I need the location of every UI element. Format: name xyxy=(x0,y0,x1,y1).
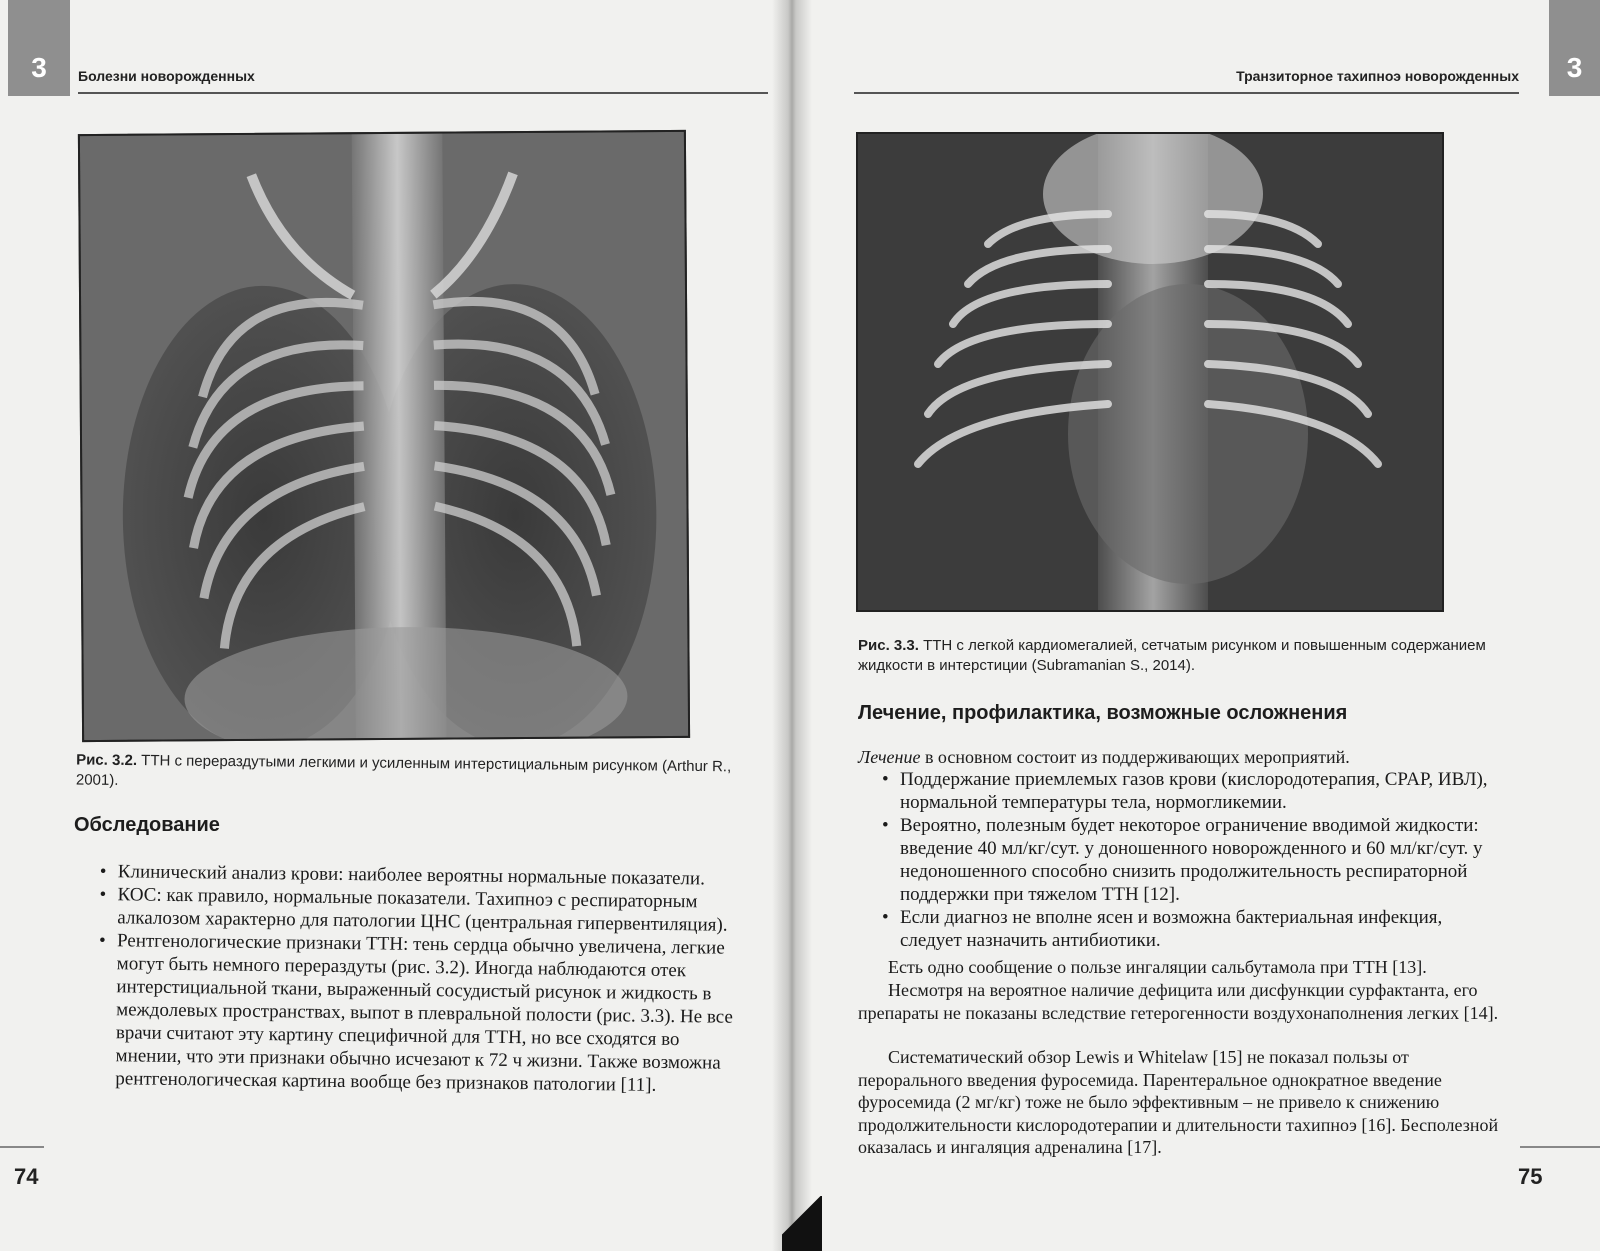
page-number-rule xyxy=(0,1146,44,1148)
list-item: • Вероятно, полезным будет некоторое ограничение вводимой жидкости: введение 40 мл/кг/сут. у доношенного новорожденного и 60 мл/кг/сут. у недоношенного способно снизить продолжительность респираторной поддержки при тяжелом ТТН [12]. xyxy=(880,814,1504,906)
figure-caption-text: ТТН с перераздутыми легкими и усиленным интерстициальным рисунком (Arthur R., 2001). xyxy=(75,752,732,789)
list-item: • Если диагноз не вполне ясен и возможна бактериальная инфекция, следует назначить антибиотики. xyxy=(880,906,1504,952)
bullet-list xyxy=(880,768,1504,952)
section-title: Лечение, профилактика, возможные осложнения xyxy=(858,702,1348,724)
chapter-tab: 3 xyxy=(8,0,70,96)
chest-xray-figure-3-3 xyxy=(856,132,1444,612)
intro-italic: Лечение xyxy=(858,747,921,767)
chest-xray-figure-3-2 xyxy=(78,130,690,742)
body-paragraph: Систематический обзор Lewis и Whitelaw [15] не показал пользы от перорального введения фуросемида. Парентеральное однократное введение фуросемида (2 мг/кг) тоже не было эффективным – не привело к снижению продолжительности кислородотерапии и длительности тахипноэ [16]. Бесполезной оказалась и ингаляция адреналина [17]. xyxy=(858,1047,1499,1157)
running-head: Транзиторное тахипноэ новорожденных xyxy=(854,68,1519,94)
section-title: Обследование xyxy=(74,814,220,836)
intro-text: в основном состоит из поддерживающих мероприятий. xyxy=(920,747,1350,767)
xray-image xyxy=(80,132,688,740)
right-page xyxy=(792,0,1600,1251)
running-head: Болезни новорожденных xyxy=(78,68,768,94)
page-number: 75 xyxy=(1518,1164,1543,1189)
figure-label: Рис. 3.3. xyxy=(858,637,919,654)
chapter-tab: 3 xyxy=(1549,0,1600,96)
figure-caption xyxy=(858,636,1508,676)
page-number: 74 xyxy=(14,1164,39,1189)
bullet-list xyxy=(95,860,746,1098)
figure-caption xyxy=(76,750,754,797)
list-item: • Клинический анализ крови: наиболее вероятны нормальные показатели. xyxy=(98,860,746,891)
page-corner-shadow xyxy=(782,1196,822,1251)
left-page xyxy=(0,0,792,1251)
list-item: • КОС: как правило, нормальные показатели. Тахипноэ с респираторным алкалозом характерно для патологии ЦНС (центральная гипервентиляция). xyxy=(97,883,746,937)
book-gutter xyxy=(772,0,812,1251)
xray-image xyxy=(858,134,1442,610)
figure-caption-text: ТТН с легкой кардиомегалией, сетчатым рисунком и повышенным содержанием жидкости в интерстиции (Subramanian S., 2014). xyxy=(858,637,1486,674)
list-item: • Рентгенологические признаки ТТН: тень сердца обычно увеличена, легкие могут быть немного перераздуты (рис. 3.2). Иногда наблюдаются отек интерстициальной ткани, выраженный сосудистый рисунок и жидкость в междолевых пространствах, выпот в плевральной полости (рис. 3.3). Не все врачи считают эту картину специфичной для ТТН, но все сходятся во мнении, что эти признаки обычно исчезают к 72 ч жизни. Также возможна рентгенологическая картина вообще без признаков патологии [11]. xyxy=(95,929,745,1098)
figure-label: Рис. 3.2. xyxy=(76,751,138,770)
body-paragraph: Есть одно сообщение о пользе ингаляции сальбутамола при ТТН [13]. xyxy=(888,957,1427,977)
body-paragraph: Несмотря на вероятное наличие дефицита или дисфункции сурфактанта, его препараты не показаны вследствие гетерогенности воздухонаполнения легких [14]. xyxy=(858,980,1499,1023)
list-item: • Поддержание приемлемых газов крови (кислородотерапия, CPAP, ИВЛ), нормальной температуры тела, нормогликемии. xyxy=(880,768,1504,814)
intro-paragraph xyxy=(858,746,1508,769)
page-number-rule xyxy=(1520,1146,1600,1148)
